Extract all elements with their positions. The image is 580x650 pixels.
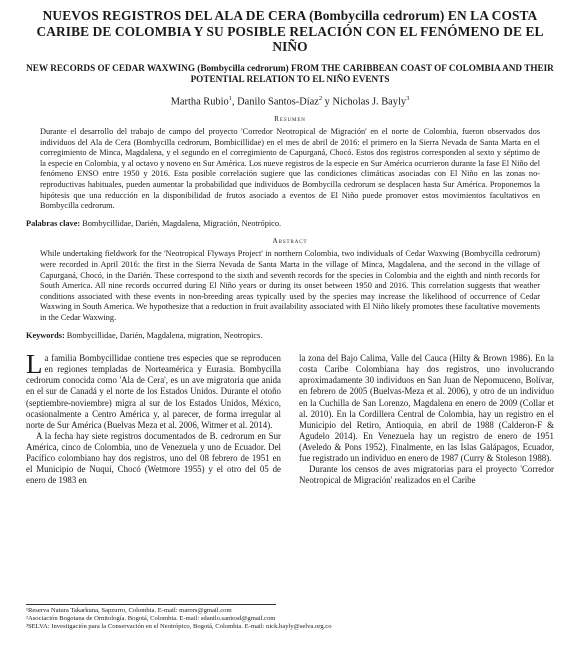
drop-cap: L <box>26 349 43 380</box>
footnote: ³SELVA: Investigación para la Conservación en el Neotrópico, Bogotá, Colombia. E-mail: nick.bayly@selva.org.co <box>26 623 332 631</box>
left-column <box>26 349 281 486</box>
title-english: NEW RECORDS OF CEDAR WAXWING (Bombycilla cedrorum) FROM THE CARIBBEAN COAST OF COLOMBIA AND THEIR POTENTIAL RELATION TO EL NIÑO EVENTS <box>26 62 554 85</box>
author-affiliation-mark: 3 <box>406 94 410 102</box>
palabras-clave-label: Palabras clave: <box>26 218 81 228</box>
abstract-text: While undertaking fieldwork for the 'Neotropical Flyways Project' in northern Colombia, two individuals of Cedar Waxwing (Bombycilla cedrorum) were recorded in April 2016: the first in the Sierra Nevada de Santa Marta in the village of Minca, Magdalena, and the second in the village of Capurganá, Chocó, in the Darién. These correspond to the sixth and seventh records for the species in Colombia and the eighth and ninth records for South America. All nine records occurred during El Niño years or during its onset between 1950 and 2016. This correlation suggests that weather conditions associated with these events in non-breeding areas typically used by the species may increase the likelihood of occurrence of Cedar Waxwing in South America. We hypothesize that a reduction in fruit availability associated with El Niño likely promotes these facultative movements in the Cedar Waxwing. <box>40 249 540 322</box>
resumen-text: Durante el desarrollo del trabajo de campo del proyecto 'Corredor Neotropical de Migración' en el norte de Colombia, fueron observados dos individuos del Ala de Cera (Bombycilla cedrorum, Bombicillidae) en el mes de abril de 2016: el primero en la Sierra Nevada de Santa Marta en el corregimiento de Minca, Magdalena, y el segundo en el corregimiento de Capurganá, Chocó. Estos dos registros corresponden al sexto y séptimo de la especie en Colombia, y al octavo y noveno en Sur América. Los nueve registros de la especie en Sur América ocurrieron durante la fase El Niño del fenómeno ENSO entre 1950 y 2016. Esta posible correlación sugiere que las condiciones climáticas asociadas con El Niño en las zonas no-reproductivas habituales, pueden aumentar la probabilidad que individuos de Bombycilla cedrorum se desplacen hasta Sur América. Proponemos la hipótesis que una reducción en la disponibilidad de frutos asociado a eventos de El Niño puede promover estos movimientos facultativos en Bombycilla cedrorum. <box>40 127 540 211</box>
author-affiliation-mark: 2 <box>318 94 323 102</box>
author-name: Nicholas J. Bayly <box>332 96 407 108</box>
abstract-heading: Abstract <box>272 237 308 246</box>
title-spanish: NUEVOS REGISTROS DEL ALA DE CERA (Bombycilla cedrorum) EN LA COSTA CARIBE DE COLOMBIA Y SU POSIBLE RELACIÓN CON EL FENÓMENO DE EL NIÑO <box>36 8 544 55</box>
author-list <box>26 95 554 107</box>
right-column <box>299 353 554 486</box>
resumen-heading: Resumen <box>274 115 306 124</box>
surveys-paragraph: Durante los censos de aves migratorias para el proyecto 'Corredor Neotropical de Migración' realizados en el Caribe <box>299 464 554 486</box>
body-columns <box>26 349 554 486</box>
footnotes <box>26 604 332 632</box>
footnote: ¹Reserva Natura Takarkuna, Sapzurro, Colombia. E-mail: marors@gmail.com <box>26 607 232 614</box>
author-separator: y <box>322 96 333 108</box>
keywords-label: Keywords: <box>26 330 65 340</box>
palabras-clave <box>26 219 554 230</box>
intro-paragraph-text: a familia Bombycillidae contiene tres especies que se reproducen en regiones templadas de Norteamérica y Eurasia. Bombycilla cedrorum conocida como 'Ala de Cera', es un ave migratoria que anida en el sur de Canadá y el norte de los Estados Unidos. Durante el otoño (septiembre-noviembre) migra al sur de los Estados Unidos, México, ocasionalmente a Centro América y, al parecer, de forma irregular al norte de Sur América (Buelvas Meza et al. 2006, Witmer et al. 2014). <box>26 353 281 430</box>
author-name: Danilo Santos-Díaz <box>237 96 319 108</box>
records-paragraph-continued: la zona del Bajo Calima, Valle del Cauca (Hilty & Brown 1986). En la costa Caribe Colombiana hay dos registros, uno involucrando aproximadamente 30 individuos en San Juan de Nepomuceno, Bolívar, en febrero de 2005 (Buelvas-Meza et al. 2006), y otro de un individuo en la Cuchilla de San Lorenzo, Magdalena en enero de 2009 (Collar et al. 2010). En la Cordillera Central de Colombia, hay un registro en el Municipio del Retiro, Antioquia, en abril de 1988 (Calderon-F & Agudelo 2014). En Venezuela hay un registro de enero de 1951 (Aveledo & Pons 1952). Finalmente, en las Islas Galápagos, Ecuador, fue registrado un individuo en enero de 1987 (Curry & Stoleson 1988). <box>299 353 554 463</box>
footnote: ²Asociación Bogotana de Ornitología. Bogotá, Colombia. E-mail: sdanilo.santosd@gmail.com <box>26 615 276 623</box>
intro-paragraph <box>26 349 281 431</box>
keywords <box>26 331 554 342</box>
author-affiliation-mark: 1 <box>228 94 232 102</box>
palabras-clave-list: Bombycillidae, Darién, Magdalena, Migración, Neotrópico. <box>82 218 282 228</box>
keywords-list: Bombycillidae, Darién, Magdalena, migration, Neotropics. <box>66 330 263 340</box>
records-paragraph: A la fecha hay siete registros documentados de B. cedrorum en Sur América, cinco de Colombia, uno de Venezuela y uno de Ecuador. Del Pacífico colombiano hay dos registros, uno del 08 febrero de 1951 en el Municipio de Nuquí, Chocó (Wetmore 1955) y el otro del 05 de enero de 1983 en <box>26 430 281 486</box>
author-name: Martha Rubio <box>170 96 229 108</box>
author-separator: , <box>231 96 238 108</box>
